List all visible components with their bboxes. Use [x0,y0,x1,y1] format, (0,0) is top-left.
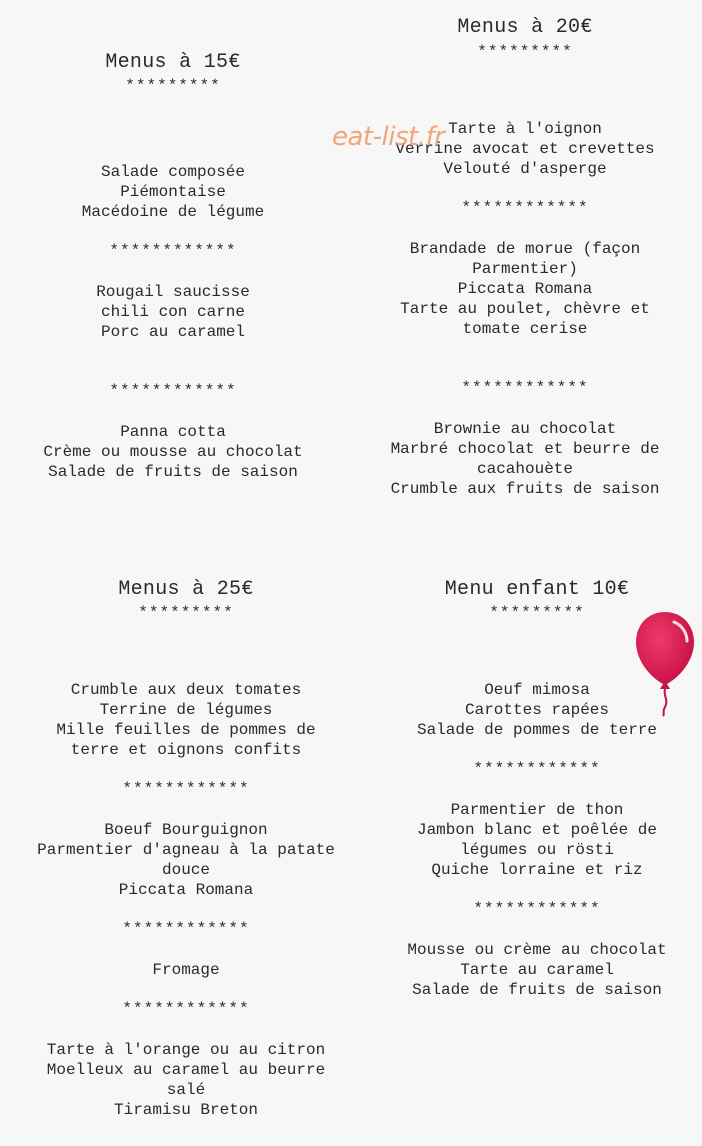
menu-item: Terrine de légumes [99,701,273,719]
menu-item: Fromage [152,961,220,979]
menu-item: Quiche lorraine et riz [431,861,643,879]
menu-item: Mousse ou crème au chocolat [407,941,667,959]
menu-item: Crème ou mousse au chocolat [43,443,303,461]
menu-item: Crumble aux fruits de saison [390,480,660,498]
menu-20-separator-2: ************ [461,379,589,397]
menu-25-panel [0,556,372,1146]
menu-25-starters [0,680,372,760]
menu-25-separator-1: ************ [122,780,250,798]
menu-item: Moelleux au caramel au beurre [46,1061,326,1079]
menu-item: Boeuf Bourguignon [104,821,268,839]
menu-item: Tarte au poulet, chèvre et [400,300,650,318]
menu-kids-separator-2: ************ [473,900,601,918]
menu-25-title: Menus à 25€ [118,578,254,601]
menu-item: douce [161,861,210,879]
menu-kids-title-stars: ********* [489,604,585,622]
menu-item: Porc au caramel [100,323,246,341]
menu-15-separator-2: ************ [109,382,237,400]
menu-item: Tarte au caramel [460,961,614,979]
menu-item: légumes ou rösti [460,841,614,859]
balloon-icon [630,608,700,718]
menu-25-mains [0,820,372,900]
menu-15-desserts [0,422,346,482]
menu-item: Rougail saucisse [96,283,250,301]
menu-item: Piccata Romana [457,280,593,298]
menu-item: Salade de fruits de saison [412,981,662,999]
menu-15-mains [0,282,346,342]
menu-15-title-stars: ********* [125,77,221,95]
menu-item: terre et oignons confits [70,741,302,759]
menu-20-desserts [348,419,702,499]
menu-15-title: Menus à 15€ [105,51,241,74]
menu-item: Carottes rapées [464,701,610,719]
menu-item: Macédoine de légume [81,203,265,221]
menu-item: Panna cotta [120,423,226,441]
menu-item: Marbré chocolat et beurre de [390,440,660,458]
menu-item: cacahouète [476,460,573,478]
menu-kids-title: Menu enfant 10€ [444,578,630,601]
menu-item: Mille feuilles de pommes de [56,721,316,739]
menu-item: salé [166,1081,206,1099]
menu-15-separator-1: ************ [109,242,237,260]
watermark-text: eat-list.fr [332,122,445,152]
menu-item: Salade composée [100,163,246,181]
menu-item: Tarte à l'oignon [448,120,602,138]
menu-item: Brandade de morue (façon [409,240,641,258]
menu-item: Tarte à l'orange ou au citron [46,1041,326,1059]
menu-item: Oeuf mimosa [484,681,590,699]
menu-kids-desserts [372,940,702,1000]
menu-item: Salade de fruits de saison [48,463,298,481]
menu-item: Verrine avocat et crevettes [395,140,655,158]
menu-25-desserts [0,1040,372,1120]
menu-kids-separator-1: ************ [473,760,601,778]
menu-item: Velouté d'asperge [443,160,607,178]
menu-kids-mains [372,800,702,880]
menu-20-title-stars: ********* [477,43,573,61]
menu-item: Jambon blanc et poêlée de [416,821,658,839]
menu-25-separator-2: ************ [122,920,250,938]
menu-20-panel [348,0,702,510]
menu-20-mains [348,239,702,339]
menu-item: Brownie au chocolat [433,420,617,438]
menu-15-starters [0,162,346,222]
menu-item: Tiramisu Breton [113,1101,259,1119]
menu-item: tomate cerise [462,320,588,338]
menu-item: Piémontaise [120,183,226,201]
menu-item: Parmentier) [472,260,578,278]
menu-20-title: Menus à 20€ [457,16,593,39]
menu-item: Piccata Romana [118,881,254,899]
menu-25-cheese [0,960,372,980]
menu-item: Parmentier d'agneau à la patate [37,841,335,859]
menu-item: Salade de pommes de terre [416,721,658,739]
menu-25-separator-3: ************ [122,1000,250,1018]
menu-20-separator-1: ************ [461,199,589,217]
menu-15-panel [0,0,346,500]
menu-item: Crumble aux deux tomates [70,681,302,699]
menu-25-title-stars: ********* [138,604,234,622]
menu-item: Parmentier de thon [450,801,624,819]
menu-item: chili con carne [100,303,246,321]
